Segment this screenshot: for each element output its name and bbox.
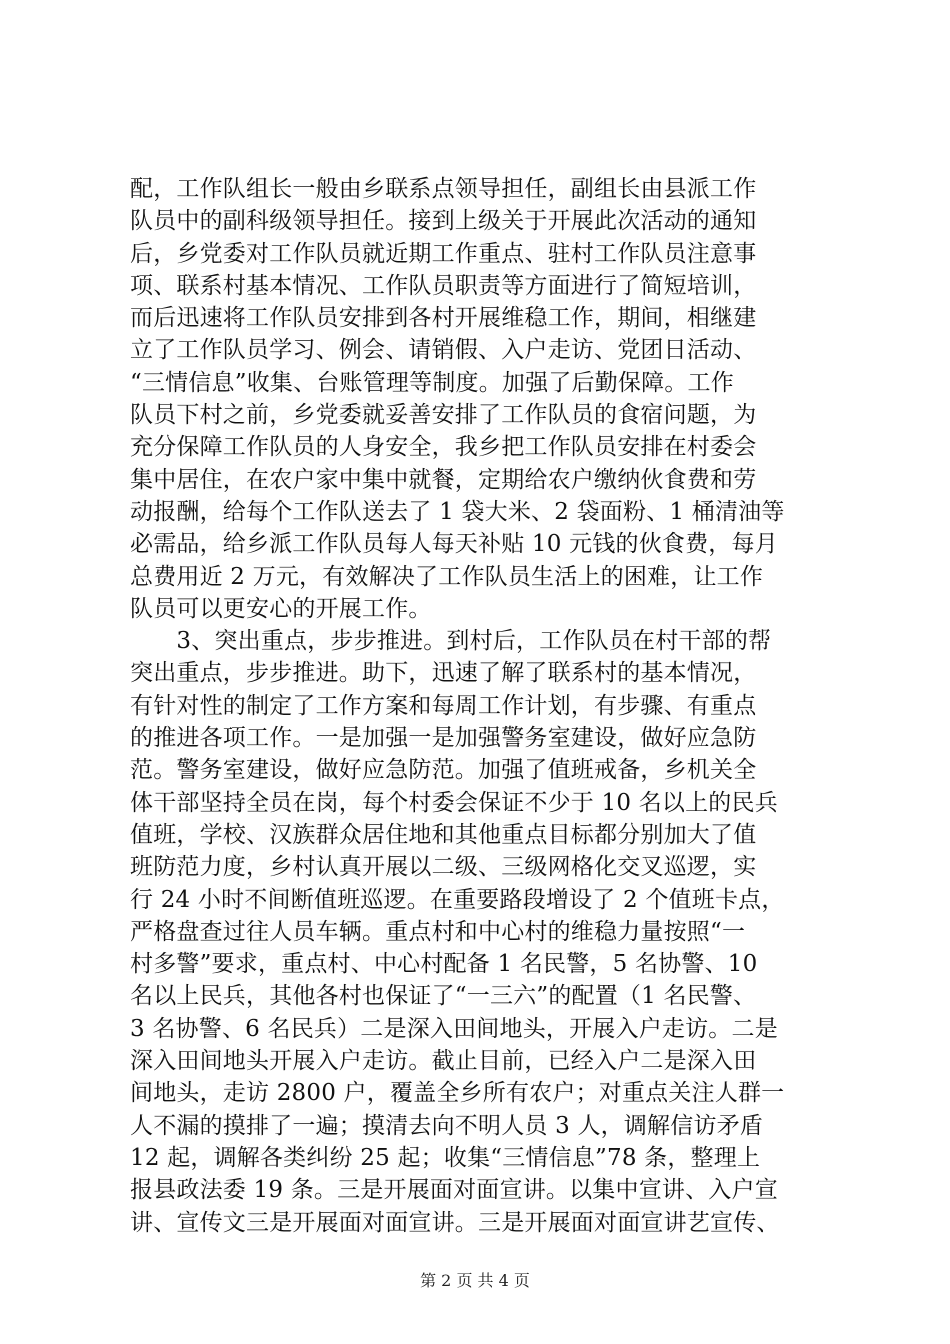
page-number-footer: 第 2 页 共 4 页 <box>420 1271 530 1290</box>
text-line: 立了工作队员学习、例会、请销假、入户走访、党团日活动、 <box>130 337 757 364</box>
text-line: 3、突出重点，步步推进。到村后，工作队员在村干部的帮 <box>130 628 772 655</box>
text-line: 报县政法委 19 条。三是开展面对面宣讲。以集中宣讲、入户宣 <box>130 1177 778 1204</box>
text-line: 充分保障工作队员的人身安全，我乡把工作队员安排在村委会 <box>130 434 757 461</box>
text-line: 人不漏的摸排了一遍；摸清去向不明人员 3 人，调解信访矛盾 <box>130 1112 764 1139</box>
text-line: “三情信息”收集、台账管理等制度。加强了后勤保障。工作 <box>130 369 734 396</box>
text-line: 必需品，给乡派工作队员每人每天补贴 10 元钱的伙食费，每月 <box>130 531 778 558</box>
text-line: 项、联系村基本情况、工作队员职责等方面进行了简短培训， <box>130 272 757 299</box>
text-line: 总费用近 2 万元，有效解决了工作队员生活上的困难，让工作 <box>130 563 764 590</box>
text-line: 突出重点，步步推进。助下，迅速了解了联系村的基本情况， <box>130 660 757 687</box>
text-line: 严格盘查过往人员车辆。重点村和中心村的维稳力量按照“一 <box>130 918 746 945</box>
text-line: 村多警”要求，重点村、中心村配备 1 名民警，5 名协警、10 <box>130 951 758 978</box>
text-line: 集中居住，在农户家中集中就餐，定期给农户缴纳伙食费和劳 <box>130 466 757 493</box>
text-line: 配，工作队组长一般由乡联系点领导担任，副组长由县派工作 <box>130 176 757 202</box>
text-line: 行 24 小时不间断值班巡逻。在重要路段增设了 2 个值班卡点， <box>130 886 785 913</box>
text-line: 体干部坚持全员在岗，每个村委会保证不少于 10 名以上的民兵 <box>130 789 778 816</box>
text-line: 间地头，走访 2800 户，覆盖全乡所有农户；对重点关注人群一 <box>130 1080 785 1107</box>
text-line: 的推进各项工作。一是加强一是加强警务室建设，做好应急防 <box>130 725 757 752</box>
text-line: 后，乡党委对工作队员就近期工作重点、驻村工作队员注意事 <box>130 240 757 267</box>
text-line: 12 起，调解各类纠纷 25 起；收集“三情信息”78 条，整理上 <box>130 1144 761 1171</box>
document-body <box>130 173 830 1239</box>
text-line: 队员中的副科级领导担任。接到上级关于开展此次活动的通知 <box>130 208 757 235</box>
text-line: 班防范力度，乡村认真开展以二级、三级网格化交叉巡逻，实 <box>130 854 757 881</box>
text-line: 范。警务室建设，做好应急防范。加强了值班戒备，乡机关全 <box>130 757 757 784</box>
text-line: 动报酬，给每个工作队送去了 1 袋大米、2 袋面粉、1 桶清油等 <box>130 498 785 525</box>
text-line: 队员可以更安心的开展工作。 <box>130 595 432 622</box>
text-line: 讲、宣传文三是开展面对面宣讲。三是开展面对面宣讲艺宣传、 <box>130 1209 780 1236</box>
text-line: 而后迅速将工作队员安排到各村开展维稳工作，期间，相继建 <box>130 305 757 332</box>
text-line: 深入田间地头开展入户走访。截止目前，已经入户二是深入田 <box>130 1048 757 1075</box>
text-line: 有针对性的制定了工作方案和每周工作计划，有步骤、有重点 <box>130 692 757 719</box>
text-line: 队员下村之前，乡党委就妥善安排了工作队员的食宿问题，为 <box>130 402 757 429</box>
text-line: 名以上民兵，其他各村也保证了“一三六”的配置（1 名民警、 <box>130 983 757 1010</box>
text-line: 值班，学校、汉族群众居住地和其他重点目标都分别加大了值 <box>130 821 757 848</box>
text-line: 3 名协警、6 名民兵）二是深入田间地头，开展入户走访。二是 <box>130 1015 778 1042</box>
